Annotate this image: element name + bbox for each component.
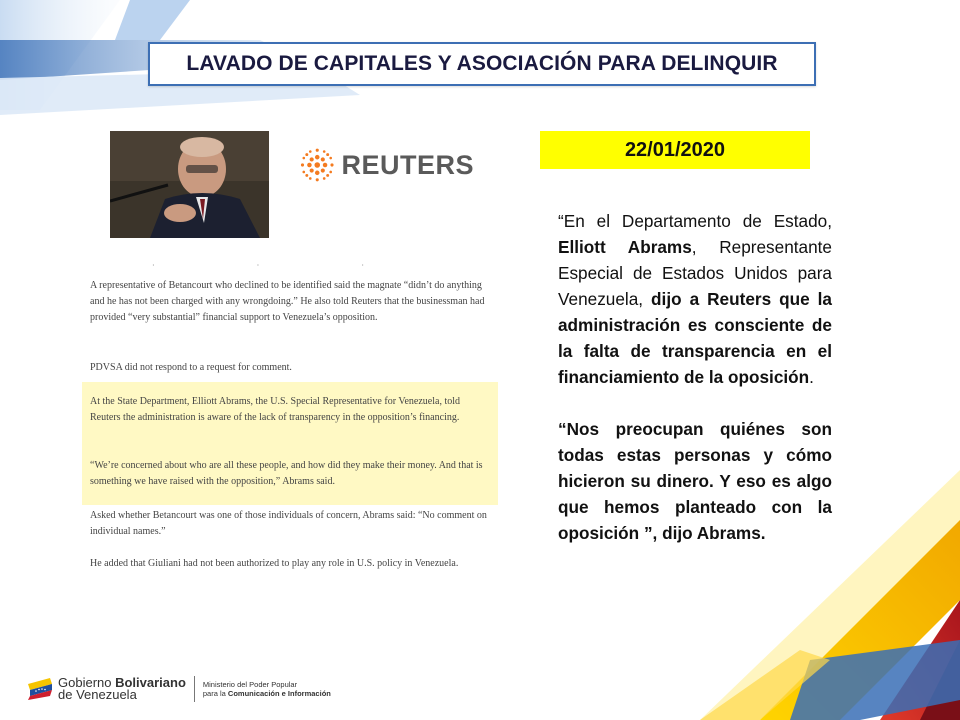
article-paragraph-5: Asked whether Betancourt was one of those individuals of concern, Abrams said: “No comment on individual names.” [90,510,487,537]
footer-logos [28,672,331,706]
gov-line-2: de Venezuela [58,687,137,702]
quote-statement-bold: dijo a Reuters que la administración es consciente de la falta de transparencia en el financiamiento de la oposición [558,289,832,387]
gov-line-1b: Bolivariano [115,675,186,690]
article-excerpt [82,258,498,598]
quote-paragraph-2 [558,416,832,546]
person-speaking-photo [110,131,269,238]
footer-divider [194,676,195,702]
slide-title: LAVADO DE CAPITALES Y ASOCIACIÓN PARA DELINQUIR [186,52,778,75]
quote-text-c: , Representante Especial de Estados Unidos para Venezuela, [558,237,832,309]
reuters-logo [299,141,474,189]
article-paragraph-4: “We’re concerned about who are all these people, and how did they make their money. And that is something we have raised with the opposition,” Abrams said. [90,460,483,487]
caption-dots: · · · [152,261,414,270]
spanish-quote [558,208,832,546]
ministry-line-2a: para la [202,689,228,698]
government-name [58,677,186,701]
date-badge [540,131,810,169]
reuters-wordmark: REUTERS [341,149,474,180]
ministry-name [203,680,331,698]
article-paragraph-3: At the State Department, Elliott Abrams, the U.S. Special Representative for Venezuela, told Reuters the administration is aware of the lack of transparency in the opposition’s financing. [90,396,460,423]
venezuela-flag-icon [28,678,52,700]
ministry-line-1: Ministerio del Poder Popular [202,680,298,689]
quote-name-bold: Elliott Abrams [558,237,692,257]
reuters-dot-sphere-icon [299,144,335,186]
gov-line-1a: Gobierno [58,675,116,690]
quote-paragraph-1 [558,208,832,390]
quote-abrams-statement: “Nos preocupan quiénes son todas estas personas y cómo hicieron su dinero. Y eso es algo que hemos planteado con la oposición ”, dijo Abrams. [558,419,832,543]
article-paragraph-6: He added that Giuliani had not been authorized to play any role in U.S. policy in Venezuela. [90,558,459,569]
article-paragraph-2: PDVSA did not respond to a request for comment. [90,362,292,373]
quote-text-a: “En el Departamento de Estado, [558,211,832,231]
article-paragraph-1: A representative of Betancourt who declined to be identified said the magnate “didn’t do anything and he has not been charged with any wrongdoing.” He also told Reuters that the businessman had provided “very substantial” financial support to Venezuela’s opposition. [90,280,485,323]
ministry-line-2b: Comunicación e Información [227,689,331,698]
slide-title-box [148,42,816,86]
date-text: 22/01/2020 [624,138,726,161]
quote-text-e: . [809,367,814,387]
